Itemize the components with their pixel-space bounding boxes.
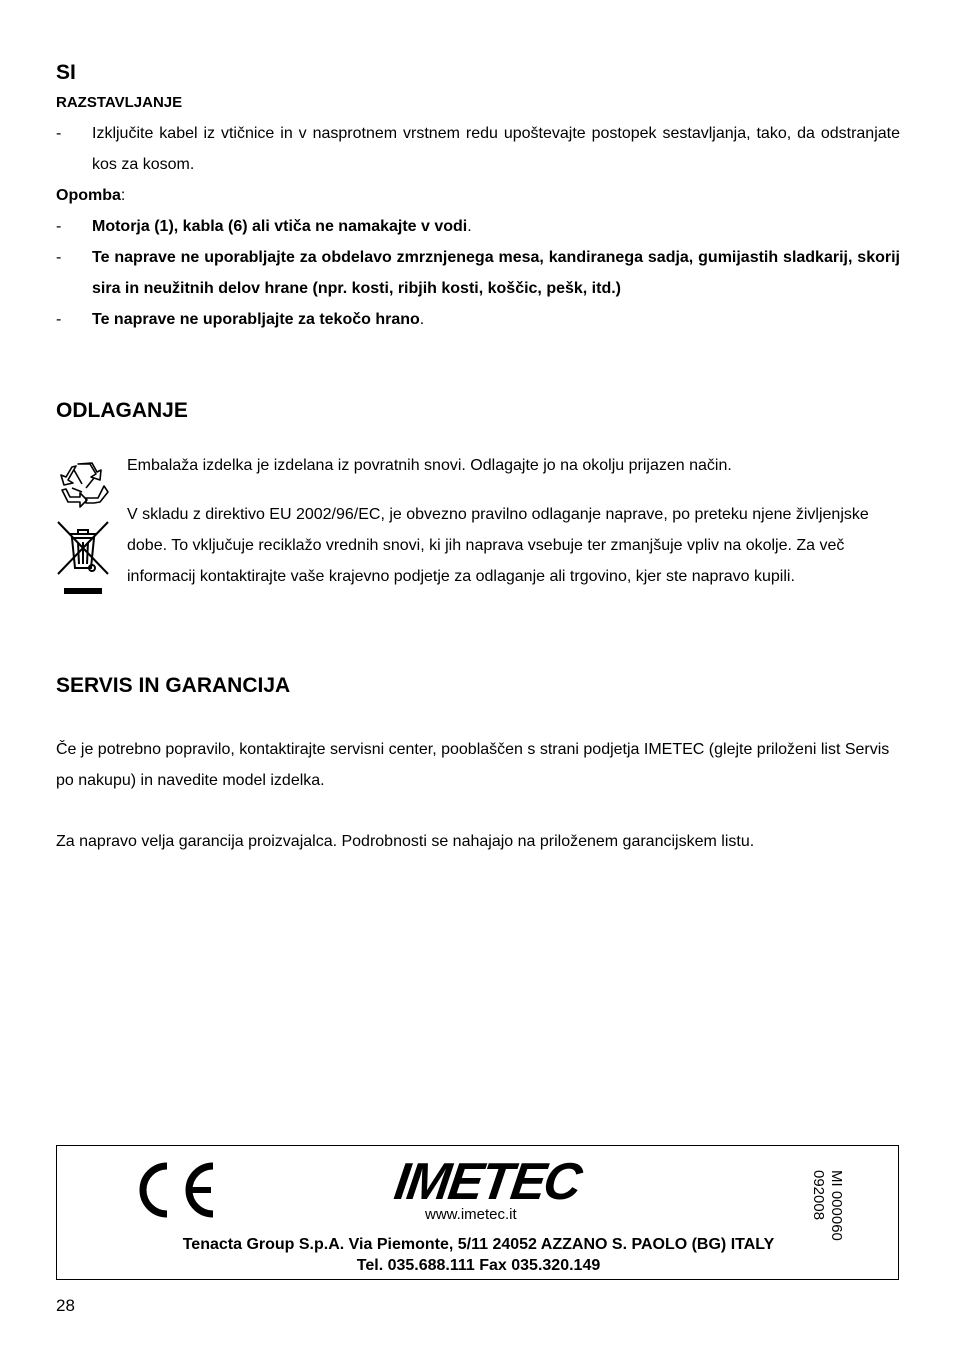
website-url: www.imetec.it — [425, 1206, 517, 1223]
weee-text: V skladu z direktivo EU 2002/96/EC, je obvezno pravilno odlaganje naprave, po preteku njene življenjske dobe. To vključuje reciklažo vrednih snovi, ki jih naprava vsebuje ter zmanjšuje vpliv na okolje. Za več informacij kontaktirajte vaše krajevno podjetje za odlaganje ali trgovino, kjer ste napravo kupili. — [127, 506, 869, 585]
company-phone: Tel. 035.688.111 Fax 035.320.149 — [356, 1257, 601, 1274]
list-item — [56, 118, 900, 180]
ce-mark — [137, 1160, 217, 1220]
note-label: Opomba — [56, 187, 121, 204]
section-heading-service: SERVIS IN GARANCIJA — [56, 674, 291, 697]
service-paragraph-2: Za napravo velja garancija proizvajalca. Podrobnosti se nahajajo na priloženem garancijskem listu. — [56, 833, 755, 850]
note-label-line — [56, 185, 125, 207]
section-heading-disassembly: RAZSTAVLJANJE — [56, 94, 183, 111]
service-paragraph-1: Če je potrebno popravilo, kontaktirajte servisni center, pooblaščen s strani podjetja IMETEC (glejte priloženi list Servis po nakupu) in navedite model izdelka. — [56, 741, 890, 789]
packaging-text: Embalaža izdelka je izdelana iz povratnih snovi. Odlagajte jo na okolju prijazen način. — [127, 457, 732, 474]
list-item: - Te naprave ne uporabljajte za obdelavo zmrznjenega mesa, kandiranega sadja, gumijastih sladkarij, skorij sira in neužitnih delov hrane (npr. kosti, ribjih kosti, koščic, pešk, itd.) — [56, 249, 900, 297]
bullet-dash: - — [56, 125, 62, 142]
footer-box — [56, 1145, 899, 1280]
disassembly-text: Izključite kabel iz vtičnice in v nasprotnem vrstnem redu upoštevajte postopek sestavljanja, tako, da odstranjate kos za kosom. — [92, 125, 900, 173]
list-item: - Motorja (1), kabla (6) ali vtiča ne namakajte v vodi. — [56, 218, 472, 235]
page-number: 28 — [56, 1296, 75, 1315]
note-colon: : — [120, 187, 126, 204]
language-code: SI — [56, 61, 76, 84]
note-item-2: Te naprave ne uporabljajte za obdelavo zmrznjenega mesa, kandiranega sadja, gumijastih sladkarij, skorij sira in neužitnih delov hrane (npr. kosti, ribjih kosti, koščic, pešk, itd.) — [92, 249, 900, 297]
note-item-1: Motorja (1), kabla (6) ali vtiča ne namakajte v vodi — [92, 218, 468, 235]
note-item-3: Te naprave ne uporabljajte za tekočo hrano — [92, 311, 420, 328]
list-item: - Te naprave ne uporabljajte za tekočo hrano. — [56, 311, 425, 328]
document-code: MI 000060 092008 — [810, 1170, 845, 1241]
recycle-icon — [56, 458, 112, 514]
company-address: Tenacta Group S.p.A. Via Piemonte, 5/11 24052 AZZANO S. PAOLO (BG) ITALY — [182, 1236, 775, 1253]
brand-logo: IMETEC — [390, 1153, 584, 1211]
section-heading-disposal: ODLAGANJE — [56, 399, 188, 422]
weee-bin-icon — [56, 520, 110, 598]
